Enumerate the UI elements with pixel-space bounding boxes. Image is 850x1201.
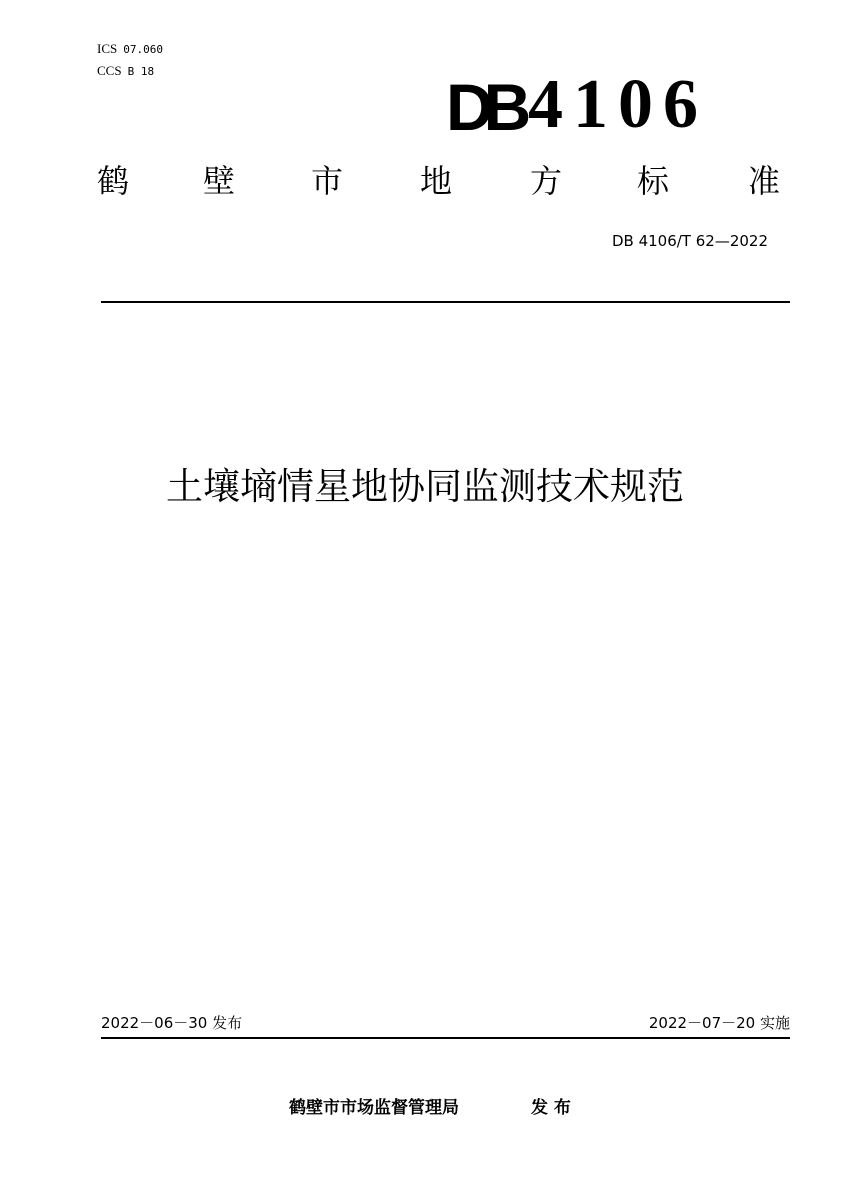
document-title: 土壤墒情星地协同监测技术规范 <box>166 465 684 508</box>
db-logo-prefix: DB <box>446 70 522 144</box>
footer-divider <box>101 1037 790 1039</box>
org-title-char: 壁 <box>203 162 236 200</box>
org-title-char: 准 <box>748 162 781 200</box>
ics-value: 07.060 <box>123 43 163 56</box>
standard-number: DB 4106/T 62—2022 <box>611 232 768 250</box>
org-title-char: 地 <box>420 162 453 200</box>
implement-date: 2022－07－20 实施 <box>648 1014 790 1032</box>
org-title-char: 鹤 <box>97 162 130 200</box>
ccs-value: B 18 <box>127 65 155 78</box>
ics-label: ICS <box>97 41 118 56</box>
ccs-code-line <box>97 64 154 77</box>
publish-date: 2022－06－30 发布 <box>101 1014 243 1032</box>
ics-code-line <box>97 42 163 55</box>
publisher-name: 鹤壁市市场监督管理局 <box>289 1098 459 1118</box>
ccs-label: CCS <box>97 63 122 78</box>
db-logo-code: 4106 <box>528 66 708 143</box>
org-title-char: 方 <box>530 162 563 200</box>
org-title-char: 标 <box>637 162 670 200</box>
org-title-char: 市 <box>311 162 344 200</box>
header-divider <box>101 301 790 303</box>
publisher-action: 发 布 <box>531 1098 571 1118</box>
